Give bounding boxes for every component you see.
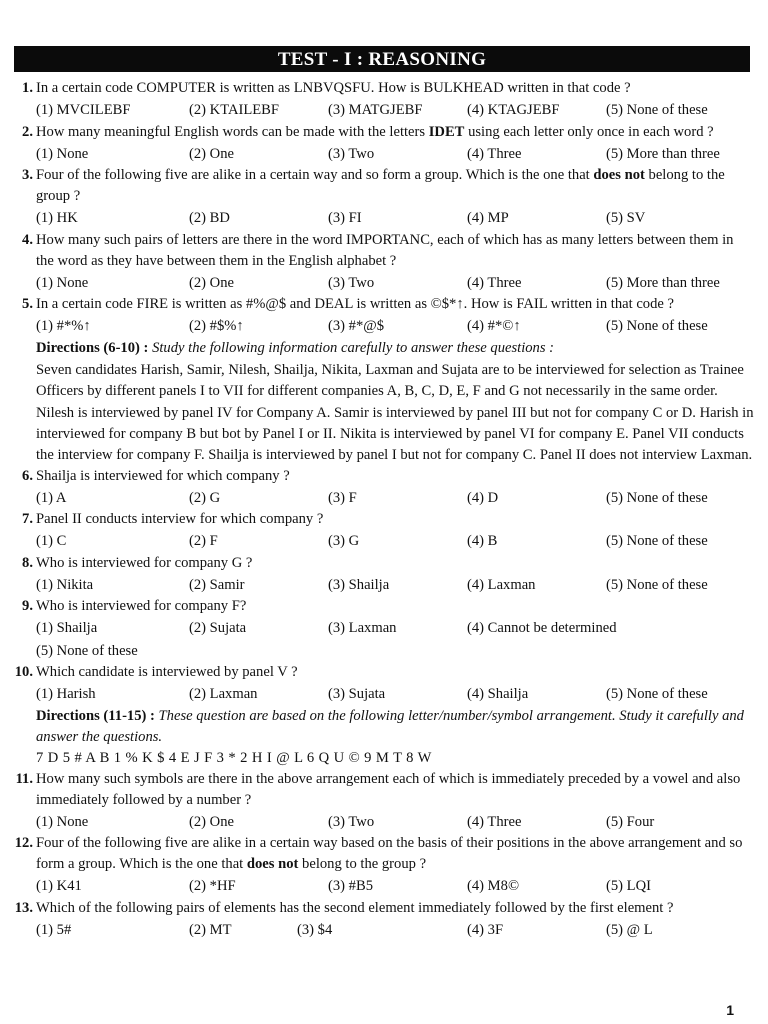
question-stem: Which candidate is interviewed by panel V ?: [36, 664, 298, 680]
option[interactable]: (1) C: [36, 533, 67, 549]
option[interactable]: (3) #*@$: [328, 318, 384, 334]
option[interactable]: (5) More than three: [606, 145, 720, 162]
question-stem: Four of the following five are alike in a certain way based on the basis of their positions in the above arrangement and so form a group. Which is the one that does not belong to the group ?: [36, 835, 743, 872]
option[interactable]: (5) None of these: [606, 318, 708, 334]
option[interactable]: (5) None of these: [606, 533, 708, 549]
option[interactable]: (4) Shailja: [467, 686, 529, 702]
option[interactable]: (1) #*%↑: [36, 318, 91, 334]
option[interactable]: (2) G: [189, 489, 221, 506]
question-number: 3.: [22, 167, 33, 183]
question-stem: In a certain code COMPUTER is written as LNBVQSFU. How is BULKHEAD written in that code ?: [36, 80, 631, 96]
option[interactable]: (2) One: [189, 274, 234, 291]
question-10: [14, 662, 754, 683]
option[interactable]: (1) None: [36, 274, 89, 291]
options-row: [14, 315, 754, 338]
option[interactable]: (4) Three: [467, 813, 522, 830]
options-row: [14, 530, 754, 553]
option[interactable]: (2) #$%↑: [189, 318, 244, 334]
question-5: [14, 294, 754, 315]
option[interactable]: (3) Two: [328, 274, 375, 291]
options-row: [14, 207, 754, 230]
option[interactable]: (5) SV: [606, 210, 646, 226]
option[interactable]: (5) None of these: [606, 576, 708, 593]
option[interactable]: (3) F: [328, 489, 357, 506]
directions-label: Directions (11-15) :: [36, 707, 155, 724]
option[interactable]: (4) B: [467, 533, 498, 549]
option[interactable]: (3) $4: [297, 921, 333, 938]
option[interactable]: (5) More than three: [606, 274, 720, 291]
question-number: 12.: [14, 835, 33, 851]
question-stem: How many such symbols are there in the above arrangement each of which is immediately preceded by a vowel and also immediately followed by a number ?: [36, 770, 741, 808]
option[interactable]: (3) Shailja: [328, 576, 390, 593]
question-8: [14, 553, 754, 574]
page-number: 1: [726, 1002, 734, 1018]
option[interactable]: (1) None: [36, 813, 89, 830]
options-row: [14, 272, 754, 295]
option[interactable]: (1) MVCILEBF: [36, 102, 131, 118]
option[interactable]: (2) One: [189, 145, 234, 162]
option[interactable]: (2) Samir: [189, 576, 245, 593]
question-6: [14, 466, 754, 487]
option[interactable]: (4) M8©: [467, 878, 520, 894]
option[interactable]: (4) D: [467, 489, 499, 506]
option[interactable]: (4) KTAGJEBF: [467, 102, 560, 118]
option[interactable]: (5) @ L: [606, 921, 653, 938]
option[interactable]: (5) Four: [606, 813, 655, 830]
option[interactable]: (5) None of these: [606, 489, 708, 506]
info-paragraph-1: Seven candidates Harish, Samir, Nilesh, Shailja, Nikita, Laxman and Sujata are to be interviewed for selection as Trainee Officers by different panels I to VII for different companies A, B, C, D, E, F and G not necessarily in the same order.: [36, 361, 744, 399]
question-9: [14, 596, 754, 617]
option[interactable]: (1) 5#: [36, 921, 72, 938]
directions-text: Study the following information carefully to answer these questions :: [152, 339, 555, 356]
option[interactable]: (2) *HF: [189, 878, 236, 894]
option[interactable]: (4) #*©↑: [467, 318, 521, 334]
question-stem: In a certain code FIRE is written as #%@$ and DEAL is written as ©$*↑. How is FAIL written in that code ?: [36, 296, 674, 312]
option[interactable]: (5) None of these: [606, 102, 708, 118]
question-stem: How many such pairs of letters are there in the word IMPORTANC, each of which has as many letters between them in the word as they have between them in the English alphabet ?: [36, 231, 734, 269]
question-number: 10.: [14, 664, 33, 680]
question-number: 9.: [22, 598, 33, 614]
question-3: [14, 165, 754, 207]
option[interactable]: (2) BD: [189, 210, 230, 226]
question-number: 7.: [22, 511, 33, 527]
options-row: [14, 487, 754, 510]
question-stem: How many meaningful English words can be made with the letters IDET using each letter only once in each word ?: [36, 123, 714, 140]
option[interactable]: (4) MP: [467, 210, 509, 226]
options-row: [14, 99, 754, 122]
options-row: [14, 683, 754, 706]
option[interactable]: (3) G: [328, 533, 360, 549]
question-number: 4.: [22, 231, 33, 248]
option[interactable]: (2) F: [189, 533, 218, 549]
directions-text: These question are based on the following letter/number/symbol arrangement. Study it carefully and answer the questions.: [36, 707, 744, 745]
option[interactable]: (3) Two: [328, 145, 375, 162]
question-1: [14, 78, 754, 99]
option[interactable]: (5) None of these: [36, 642, 138, 659]
question-7: [14, 509, 754, 530]
question-stem: Which of the following pairs of elements has the second element immediately followed by the first element ?: [36, 899, 674, 916]
question-number: 6.: [22, 467, 33, 484]
question-stem: Who is interviewed for company G ?: [36, 554, 253, 571]
option[interactable]: (3) Sujata: [328, 686, 386, 702]
option[interactable]: (2) One: [189, 813, 234, 830]
question-stem: Shailja is interviewed for which company ?: [36, 467, 290, 484]
question-2: [14, 122, 754, 143]
option[interactable]: (3) Laxman: [328, 620, 397, 636]
section-title: TEST - I : REASONING: [14, 46, 750, 72]
question-number: 11.: [15, 770, 33, 787]
option[interactable]: (2) MT: [189, 921, 232, 938]
options-row: [14, 143, 754, 166]
option[interactable]: (4) Laxman: [467, 576, 536, 593]
directions-6-10: [14, 338, 754, 359]
option[interactable]: (5) None of these: [606, 686, 708, 702]
option[interactable]: (1) K41: [36, 878, 82, 894]
option[interactable]: (4) Three: [467, 274, 522, 291]
question-4: [14, 230, 754, 272]
option[interactable]: (2) Laxman: [189, 686, 258, 702]
directions-label: Directions (6-10) :: [36, 339, 149, 356]
question-number: 2.: [22, 123, 33, 140]
options-row: [14, 640, 754, 663]
options-row: [14, 811, 754, 834]
question-11: [14, 769, 754, 811]
directions-11-15: [14, 706, 754, 748]
option[interactable]: (4) Cannot be determined: [467, 620, 617, 636]
question-stem: Panel II conducts interview for which company ?: [36, 511, 324, 527]
question-number: 5.: [22, 296, 33, 312]
option[interactable]: (4) 3F: [467, 921, 504, 938]
option[interactable]: (2) KTAILEBF: [189, 102, 280, 118]
question-13: [14, 898, 754, 919]
option[interactable]: (1) Nikita: [36, 576, 94, 593]
option[interactable]: (1) None: [36, 145, 89, 162]
options-row: [14, 574, 754, 597]
option[interactable]: (3) MATGJEBF: [328, 102, 423, 118]
question-stem: Who is interviewed for company F?: [36, 598, 247, 614]
option[interactable]: (4) Three: [467, 145, 522, 162]
question-number: 8.: [22, 554, 33, 571]
option[interactable]: (1) HK: [36, 210, 78, 226]
options-row: [14, 617, 754, 640]
info-paragraph-2: Nilesh is interviewed by panel IV for Company A. Samir is interviewed by panel III but not for company C or D. Harish in interviewed for company B but bot by Panel I or II. Nikita is interviewed by panel VI for company E. Panel VII conducts the interview for company F. Shailja is interviewed by panel I but not for company C. Panel II does not interview Laxman.: [36, 404, 754, 463]
option[interactable]: (3) Two: [328, 813, 375, 830]
question-list: [14, 78, 754, 941]
option[interactable]: (1) Shailja: [36, 620, 98, 636]
option[interactable]: (3) #B5: [328, 878, 373, 894]
symbol-arrangement: 7 D 5 # A B 1 % K $ 4 E J F 3 * 2 H I @ L 6 Q U © 9 M T 8 W: [36, 749, 432, 766]
options-row: [14, 919, 754, 942]
option[interactable]: (3) FI: [328, 210, 362, 226]
option[interactable]: (1) Harish: [36, 686, 96, 702]
option[interactable]: (1) A: [36, 489, 67, 506]
question-12: [14, 833, 754, 875]
question-number: 13.: [14, 899, 33, 916]
question-stem: Four of the following five are alike in a certain way and so form a group. Which is the one that does not belong to the group ?: [36, 167, 725, 204]
question-number: 1.: [22, 80, 33, 96]
option[interactable]: (5) LQI: [606, 878, 651, 894]
option[interactable]: (2) Sujata: [189, 620, 247, 636]
options-row: [14, 875, 754, 898]
